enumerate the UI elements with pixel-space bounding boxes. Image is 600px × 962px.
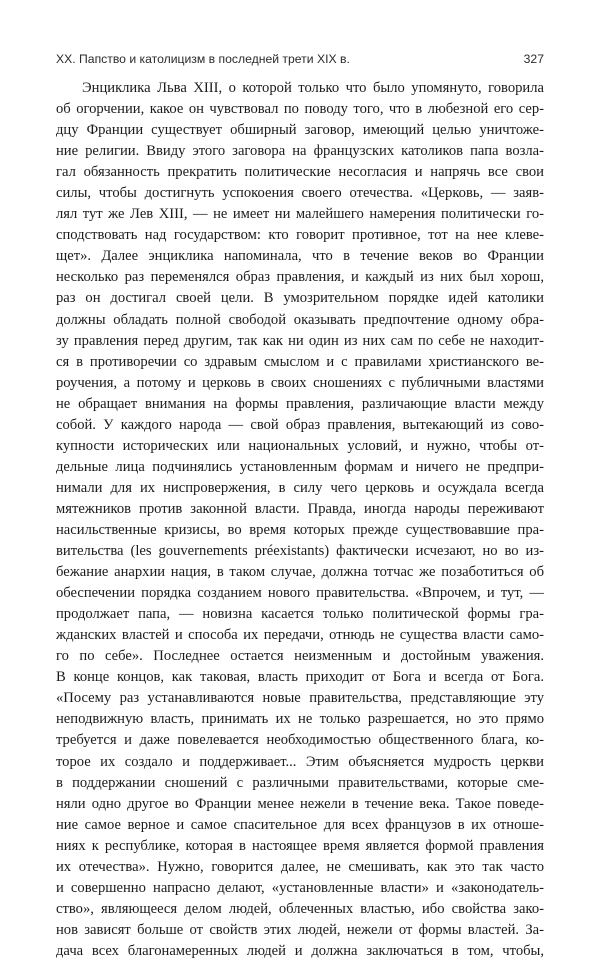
text-line: обеспечении порядка созданием нового правительства. «Впрочем, и тут, —	[56, 585, 544, 602]
text-line: дельные лица подчинялись установленным формам и ничего не предпри-	[56, 458, 544, 475]
text-line: Энциклика Льва XIII, о которой только что было упомянуто, говорила	[82, 80, 544, 96]
text-line: «Посему раз устанавливаются новые правительства, представляющие эту	[56, 690, 544, 707]
text-line: насильственные кризисы, во время которых прежде существовавшие пра-	[56, 521, 544, 538]
text-line: гал обязанность прекратить политические несогласия и напрячь все свои	[56, 164, 544, 181]
text-line: го по себе». Последнее остается неизменным и достойным уважения.	[56, 648, 544, 665]
text-line: ниях к республике, которая в настоящее время является формой правления	[56, 837, 544, 854]
text-line: раз он достигал своей цели. В умозрительном порядке идей католики	[56, 290, 544, 307]
text-line: в поддержании сношений с различными правительствами, которые сме-	[56, 774, 544, 791]
running-title: XX. Папство и католицизм в последней трети XIX в.	[56, 52, 350, 66]
text-line: несколько раз переменялся образ правления, и каждый из них был хорош,	[56, 269, 544, 286]
text-line: жданских властей и способа их передачи, отнюдь не существа власти само-	[56, 627, 544, 644]
text-line: купности исторических или национальных условий, и нужно, чтобы от-	[56, 437, 544, 454]
text-line: ся в противоречии со здравым смыслом и с правилами христианского ве-	[56, 353, 544, 370]
page-number: 327	[523, 52, 544, 66]
text-line: вительства (les gouvernements préexistants) фактически исчезают, но во из-	[56, 543, 544, 560]
text-line: нимали для их ниспровержения, в силу чего церковь и осуждала всегда	[56, 479, 544, 496]
body-paragraph	[56, 78, 544, 962]
text-line: дача всех благонамеренных людей и должна заключаться в том, чтобы,	[56, 942, 544, 959]
text-line: неподвижную власть, принимать их не только разрешается, но это прямо	[56, 711, 544, 728]
text-line: щет». Далее энциклика напоминала, что в течение веков во Франции	[56, 248, 544, 265]
text-line: и совершенно напрасно делают, «установленные власти» и «законодатель-	[56, 879, 544, 896]
text-line: бежание анархии нация, в таком случае, должна тотчас же позаботиться об	[56, 564, 544, 581]
text-line: мятежников против законной власти. Правда, иногда народы переживают	[56, 500, 544, 517]
text-line: сподствовать над государством: кто говорит противное, тот на нее клеве-	[56, 227, 544, 244]
text-line: силы, чтобы достигнуть успокоения своего отечества. «Церковь, — заяв-	[56, 185, 544, 202]
text-line: их отечества». Нужно, говорится далее, не смешивать, как это так часто	[56, 858, 544, 875]
text-line: няли одно другое во Франции менее нежели в течение века. Такое поведе-	[56, 795, 544, 812]
text-line: собой. У каждого народа — свой образ правления, вытекающий из сово-	[56, 416, 544, 433]
text-line: зу правления перед другим, так как ни один из них сам по себе не находит-	[56, 332, 544, 349]
text-line: ние религии. Ввиду этого заговора на французских католиков папа возла-	[56, 143, 544, 160]
text-line: В конце концов, как таковая, власть приходит от Бога и всегда от Бога.	[56, 669, 544, 686]
text-line: ние самое верное и самое спасительное для всех французов в их отноше-	[56, 816, 544, 833]
text-line: не обращает внимания на формы правления, различающие власти между	[56, 395, 544, 412]
text-line: роучения, а потому и церковь в своих сношениях с публичными властями	[56, 374, 544, 391]
text-line: торое их создало и поддерживает... Этим объясняется мудрость церкви	[56, 753, 544, 770]
text-line: требуется и даже повелевается необходимостью общественного блага, ко-	[56, 732, 544, 749]
text-line: лял тут же Лев XIII, — не имеет ни малейшего намерения политически го-	[56, 206, 544, 223]
text-line: продолжает папа, — новизна касается только политической формы гра-	[56, 606, 544, 623]
running-head	[56, 52, 544, 70]
text-line: ство», являющееся делом людей, облеченных властью, ибо свойства зако-	[56, 900, 544, 917]
text-line: дцу Франции существует обширный заговор, имеющий целью уничтоже-	[56, 122, 544, 139]
text-line: об огорчении, какое он чувствовал по поводу того, что в любезной его сер-	[56, 101, 544, 118]
text-line: нов зависят больше от свойств этих людей, нежели от формы властей. За-	[56, 921, 544, 938]
text-line: должны обладать полной свободой оказывать предпочтение одному обра-	[56, 311, 544, 328]
